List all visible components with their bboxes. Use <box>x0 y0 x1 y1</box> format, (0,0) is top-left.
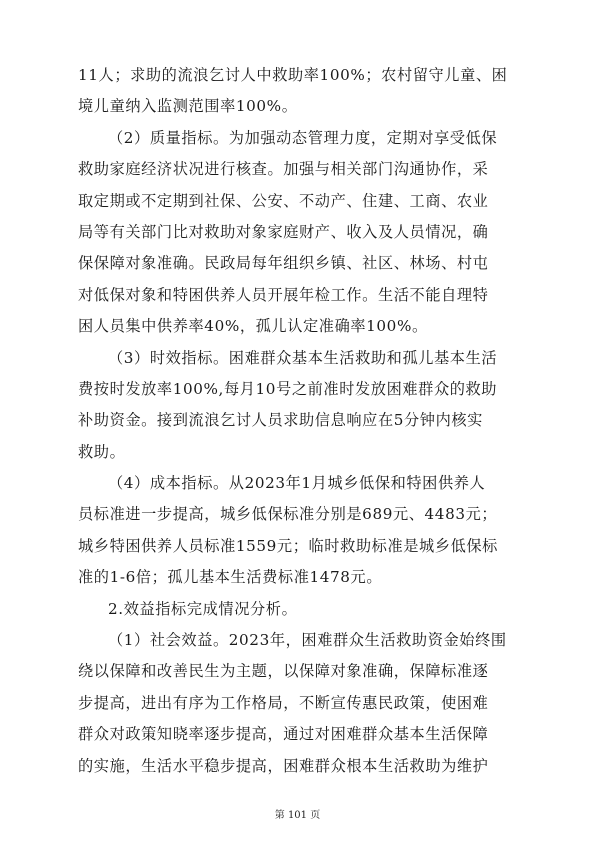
text-line: 境儿童纳入监测范围率100%。 <box>78 97 298 116</box>
text-line: 救助家庭经济状况进行核查。加强与相关部门沟通协作，采 <box>78 160 489 179</box>
paragraph <box>78 594 528 625</box>
text-line: 绕以保障和改善民生为主题，以保障对象准确，保障标准逐 <box>78 662 489 681</box>
text-line: 对低保对象和特困供养人员开展年检工作。生活不能自理特 <box>78 285 489 304</box>
text-line: （2）质量指标。为加强动态管理力度，定期对享受低保 <box>108 128 498 147</box>
text-line: 11人；求助的流浪乞讨人中救助率100%；农村留守儿童、困 <box>78 66 508 84</box>
paragraph <box>78 468 528 594</box>
text-line: 2.效益指标完成情况分析。 <box>108 599 298 618</box>
text-line: 费按时发放率100%,每月10号之前准时发放困难群众的救助 <box>78 379 498 398</box>
text-line: 保保障对象准确。民政局每年组织乡镇、社区、林场、村屯 <box>78 254 489 273</box>
text-line: 准的1-6倍；孤儿基本生活费标准1478元。 <box>78 568 383 587</box>
text-line: （3）时效指标。困难群众基本生活救助和孤儿基本生活 <box>108 348 498 367</box>
text-line: 救助。 <box>78 442 126 461</box>
text-line: 步提高，进出有序为工作格局，不断宣传惠民政策，使困难 <box>78 693 489 712</box>
text-line: 取定期或不定期到社保、公安、不动产、住建、工商、农业 <box>78 191 489 210</box>
text-line: （1）社会效益。2023年，困难群众生活救助资金始终围 <box>108 631 507 650</box>
paragraph <box>78 625 528 782</box>
text-line: 局等有关部门比对救助对象家庭财产、收入及人员情况，确 <box>78 222 489 241</box>
text-line: 群众对政策知晓率逐步提高，通过对困难群众基本生活保障 <box>78 725 489 744</box>
page-number: 第 101 页 <box>274 810 321 821</box>
text-line: 城乡特困供养人员标准1559元；临时救助标准是城乡低保标 <box>78 536 498 555</box>
text-line: 员标准进一步提高，城乡低保标准分别是689元、4483元； <box>78 505 498 524</box>
paragraph <box>78 60 528 123</box>
text-line: 补助资金。接到流浪乞讨人员求助信息响应在5分钟内核实 <box>78 411 483 430</box>
text-line: 的实施，生活水平稳步提高，困难群众根本生活救助为维护 <box>78 756 489 775</box>
document-body <box>78 60 528 782</box>
paragraph <box>78 343 528 469</box>
text-line: （4）成本指标。从2023年1月城乡低保和特困供养人 <box>108 474 486 493</box>
text-line: 困人员集中供养率40%，孤儿认定准确率100%。 <box>78 317 428 336</box>
paragraph <box>78 123 528 343</box>
